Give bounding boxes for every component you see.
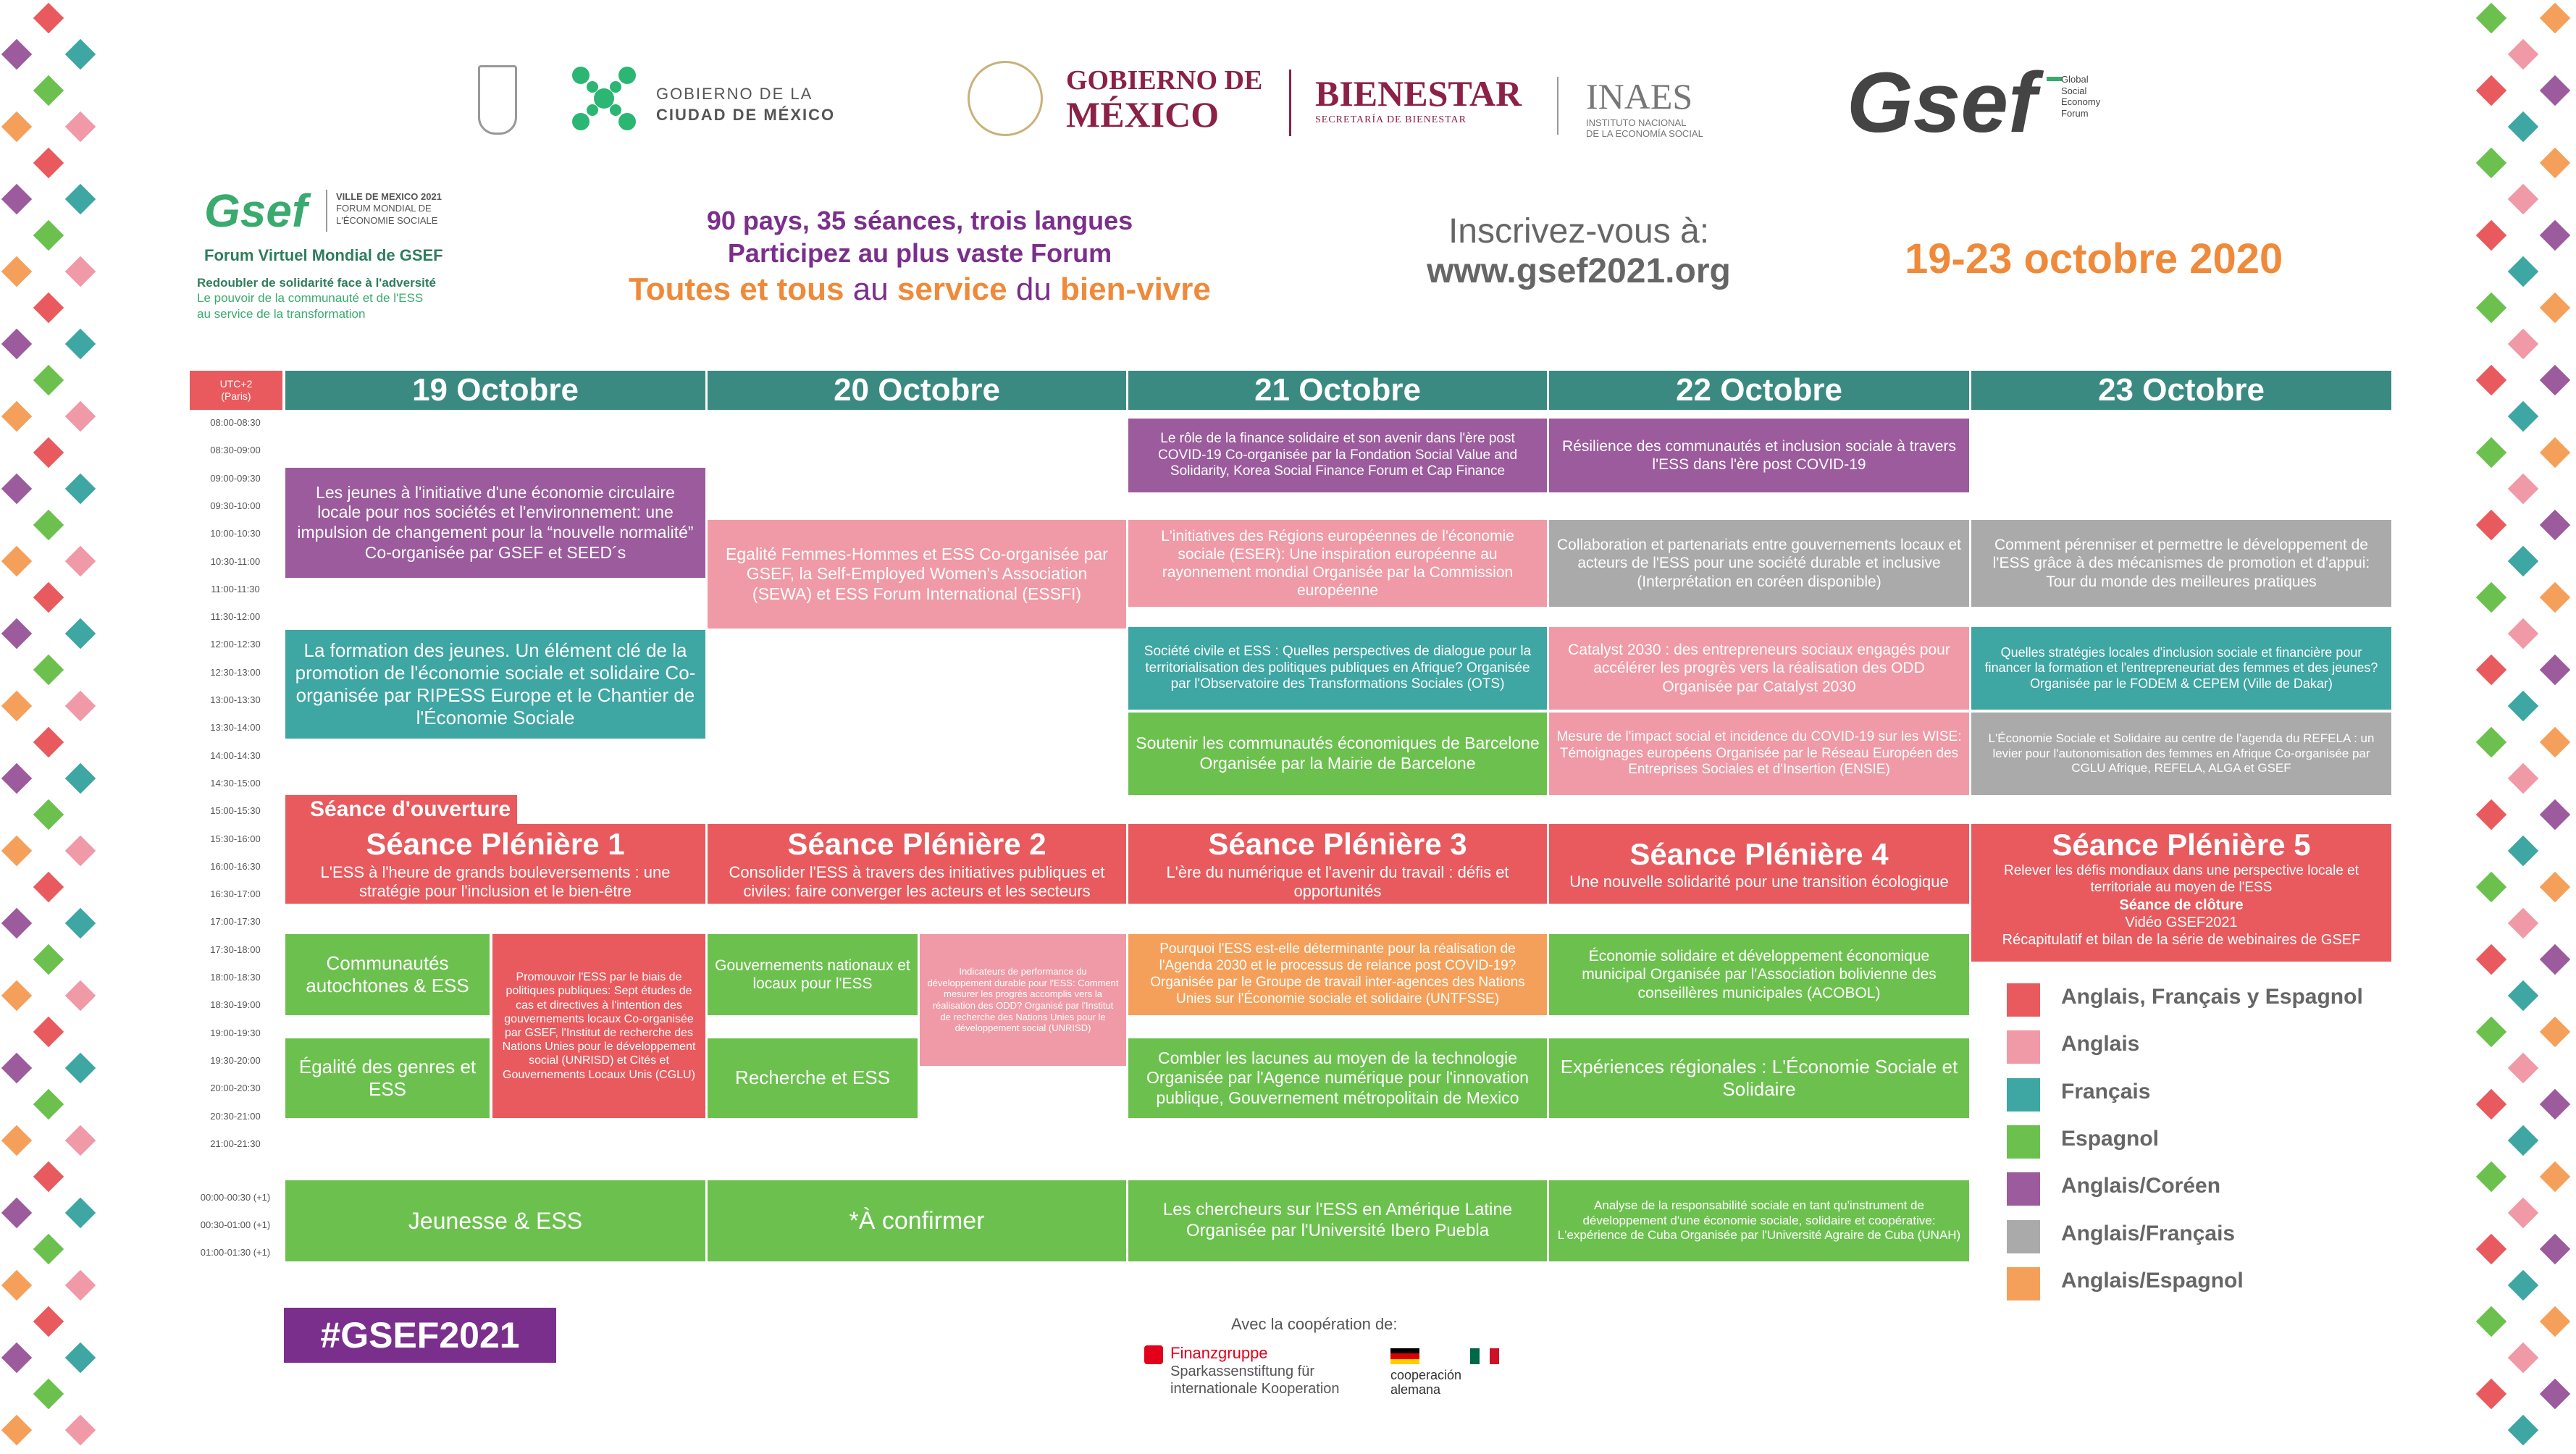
legend-label: Anglais/Espagnol: [2061, 1268, 2244, 1293]
session-researchers-latam[interactable]: Les chercheurs sur l'ESS en Amérique Latine Organisée par l'Université Ibero Puebla: [1128, 1180, 1547, 1261]
decor-diamond: [65, 1053, 96, 1083]
forum-ville-line: VILLE DE MEXICO 2021: [336, 191, 442, 202]
decor-diamond: [2476, 75, 2506, 106]
headline-l3a: Toutes et tous: [629, 272, 844, 307]
opening-session-label: Séance d'ouverture: [285, 795, 517, 824]
decor-diamond: [33, 1089, 64, 1119]
decor-diamond: [2540, 727, 2570, 757]
sparkasse-logo: [1170, 1344, 1340, 1398]
legend-swatch: [2007, 1078, 2040, 1111]
decor-diamond: [33, 727, 64, 757]
time-slot: 09:00-09:30: [210, 472, 261, 484]
decor-diamond: [1, 1053, 32, 1083]
decor-diamond: [33, 1234, 64, 1264]
time-slot: 11:00-11:30: [211, 583, 260, 594]
day-header-22: 22 Octobre: [1549, 371, 1969, 410]
decor-diamond: [2508, 1415, 2538, 1445]
time-slot: 10:30-11:00: [210, 555, 261, 567]
session-impact-wise[interactable]: Mesure de l'impact social et incidence du COVID-19 sur les WISE: Témoignages européens Organisée par le Réseau Européen des Entreprises Sociales et d'Insertion (ENSIE): [1549, 713, 1969, 795]
decor-diamond: [2476, 510, 2506, 540]
decor-diamond: [2540, 944, 2570, 975]
decor-diamond: [2508, 763, 2538, 794]
cdmx-line2: CIUDAD DE MÉXICO: [656, 105, 836, 124]
time-slot: 17:30-18:00: [210, 944, 261, 955]
decor-diamond: [2476, 1017, 2506, 1047]
legend-swatch: [2007, 1030, 2040, 1064]
time-slot: 12:30-13:00: [210, 666, 261, 678]
forum-title: Forum Virtuel Mondial de GSEF: [204, 246, 443, 264]
time-slot: 16:30-17:00: [210, 888, 261, 900]
decor-diamond: [1, 184, 32, 214]
decor-diamond: [65, 184, 96, 214]
late-time-slot: 01:00-01:30 (+1): [200, 1247, 271, 1258]
decor-diamond: [2540, 220, 2570, 251]
session-research[interactable]: Recherche et ESS: [708, 1038, 918, 1118]
session-barcelona[interactable]: Soutenir les communautés économiques de Barcelone Organisée par la Mairie de Barcelone: [1128, 713, 1547, 795]
session-youth-ess[interactable]: Jeunesse & ESS: [285, 1180, 705, 1261]
session-collaboration[interactable]: Collaboration et partenariats entre gouvernements locaux et acteurs de l'ESS pour une société durable et inclusive (Interprétation en coréen disponible): [1549, 520, 1969, 607]
decor-diamond: [65, 474, 96, 504]
decor-diamond: [2540, 1161, 2570, 1192]
plenary-1[interactable]: [285, 824, 705, 904]
gsef-accent: [2047, 77, 2063, 81]
time-slot: 15:00-15:30: [210, 805, 261, 817]
bienestar-logo: [1315, 72, 1522, 126]
session-solidarity-finance[interactable]: Le rôle de la finance solidaire et son avenir dans l'ère post COVID-19 Co-organisée par la Fondation Social Value and Solidarity, Korea Social Finance Forum et Cap Finance: [1128, 419, 1547, 492]
cdmx-shield-logo: [478, 65, 517, 135]
decor-diamond: [2540, 437, 2570, 468]
decor-diamond: [2476, 1089, 2506, 1119]
inaes-sub1: INSTITUTO NACIONAL: [1586, 117, 1687, 128]
gsef-sub4: Forum: [2061, 107, 2089, 119]
decor-diamond: [33, 510, 64, 540]
session-eser-regions[interactable]: L'initiatives des Régions européennes de l'économie sociale (ESER): Une inspiration européenne au rayonnement mondial Organisée par la Commission européenne: [1128, 520, 1547, 607]
decor-diamond: [33, 1379, 64, 1409]
time-slot: 16:00-16:30: [210, 860, 261, 872]
gsef-sub2: Social: [2061, 85, 2087, 96]
gob-line1: GOBIERNO DE: [1066, 65, 1263, 96]
decor-diamond: [2476, 727, 2506, 757]
legend-label: Anglais/Coréen: [2061, 1174, 2221, 1198]
cdmx-emblem-logo: [566, 61, 642, 136]
headline-line2: Participez au plus vaste Forum: [727, 238, 1112, 268]
decor-diamond: [33, 1306, 64, 1337]
decor-diamond: [65, 763, 96, 794]
forum-tag3: au service de la transformation: [197, 306, 366, 321]
plenary-1-title: Séance Plénière 1: [366, 827, 625, 862]
decor-diamond: [33, 1161, 64, 1192]
decor-diamond: [65, 618, 96, 649]
forum-tag2: Le pouvoir de la communauté et de l'ESS: [197, 291, 424, 306]
bienestar-sub: SECRETARÍA DE BIENESTAR: [1315, 114, 1467, 125]
time-slot: 08:30-09:00: [210, 445, 261, 456]
time-slot: 10:00-10:30: [210, 528, 261, 539]
decor-diamond: [1, 763, 32, 794]
right-pattern-border: [2475, 0, 2576, 1454]
decor-diamond: [1, 474, 32, 504]
inaes-logo: [1586, 75, 1703, 139]
register-url[interactable]: www.gsef2021.org: [1427, 252, 1731, 290]
legend-swatch: [2007, 1267, 2040, 1300]
legend-label: Français: [2061, 1079, 2151, 1104]
plenary-4-sub: Une nouvelle solidarité pour une transition écologique: [1569, 873, 1949, 891]
decor-diamond: [1, 256, 32, 287]
coop-alemana-line1: cooperación: [1390, 1368, 1462, 1382]
decor-diamond: [33, 75, 64, 106]
day-header-19: 19 Octobre: [285, 371, 705, 410]
decor-diamond: [33, 220, 64, 251]
session-public-policies[interactable]: Promouvoir l'ESS par le biais de politiques publiques: Sept études de cas et directives à l'intention des gouvernements locaux Co-organisée par GSEF, l'Institut de recherche des Nations Unies pour le développement social (UNRISD) et Cités et Gouvernements Locaux Unis (CGLU): [492, 934, 705, 1118]
session-technology[interactable]: Combler les lacunes au moyen de la technologie Organisée par l'Agence numérique pour l'innovation publique, Gouvernement métropolitain de Mexico: [1128, 1038, 1547, 1118]
plenary-3-sub: L'ère du numérique et l'avenir du travail : défis et opportunités: [1166, 862, 1509, 901]
session-youth-training[interactable]: La formation des jeunes. Un élément clé de la promotion de l'économie sociale et solidaire Co-organisée par RIPESS Europe et le Chantier de l'Économie Sociale: [285, 630, 705, 739]
decor-diamond: [1, 112, 32, 142]
bienestar-title: BIENESTAR: [1315, 73, 1522, 114]
decor-diamond: [1, 618, 32, 649]
gsef-sub3: Economy: [2061, 96, 2101, 108]
plenary-2-sub: Consolider l'ESS à travers des initiatives publiques et civiles: faire converger les acteurs et les secteurs: [729, 862, 1105, 901]
decor-diamond: [65, 836, 96, 866]
decor-diamond: [1, 401, 32, 432]
forum-gsef-logo: Gsef: [204, 185, 308, 237]
plenary-5[interactable]: [1971, 824, 2391, 962]
plenary-2-title: Séance Plénière 2: [787, 827, 1046, 862]
mexico-flag-icon: [1470, 1348, 1499, 1364]
decor-diamond: [2540, 1379, 2570, 1409]
inaes-sub2: DE LA ECONOMÍA SOCIAL: [1586, 128, 1703, 139]
decor-diamond: [1, 836, 32, 866]
plenary-5-sub: Relever les défis mondiaux dans une perspective locale et territoriale au moyen de l'ESS: [2003, 863, 2359, 896]
time-slot: 14:00-14:30: [210, 749, 261, 761]
plenary-4[interactable]: [1549, 824, 1969, 904]
session-youth-circular[interactable]: Les jeunes à l'initiative d'une économie circulaire locale pour nos sociétés et l'environnement: une impulsion de changement pour la “nouvelle normalité” Co-organisée par GSEF et SEED´s: [285, 468, 705, 578]
late-time-slot: 00:00-00:30 (+1): [200, 1192, 271, 1203]
gsef-sub: [2061, 74, 2100, 119]
decor-diamond: [2476, 1306, 2506, 1337]
decor-diamond: [2540, 365, 2570, 395]
session-indicators[interactable]: Indicateurs de performance du développement durable pour l'ESS: Comment mesurer les progrès accomplis vers la réalisation des ODD? Organisé par l'Institut de recherche des Nations Unies pour le développement social (UNRISD): [920, 934, 1126, 1066]
decor-diamond: [1, 1125, 32, 1156]
day-header-20: 20 Octobre: [708, 371, 1126, 410]
decor-diamond: [2476, 437, 2506, 468]
decor-diamond: [2476, 220, 2506, 251]
decor-diamond: [2508, 691, 2538, 721]
time-slot: 13:00-13:30: [210, 694, 261, 705]
session-regional[interactable]: Expériences régionales : L'Économie Sociale et Solidaire: [1549, 1038, 1969, 1118]
decor-diamond: [1, 1270, 32, 1300]
decor-diamond: [33, 148, 64, 178]
decor-diamond: [2476, 1379, 2506, 1409]
decor-diamond: [2508, 1270, 2538, 1300]
decor-diamond: [65, 908, 96, 938]
decor-diamond: [2540, 3, 2570, 33]
forum-tagline: [197, 275, 436, 322]
time-slot: 20:30-21:00: [210, 1110, 261, 1122]
headline: [536, 204, 1304, 309]
sparkasse-icon: [1144, 1345, 1163, 1364]
headline-l3c: service: [897, 272, 1007, 307]
decor-diamond: [33, 437, 64, 468]
decor-diamond: [2476, 293, 2506, 323]
session-gender-equality[interactable]: Egalité Femmes-Hommes et ESS Co-organisée par GSEF, la Self-Employed Women's Association (SEWA) et ESS Forum International (ESSFI): [708, 520, 1126, 629]
decor-diamond: [2508, 329, 2538, 359]
time-slot: 11:30-12:00: [210, 611, 261, 623]
decor-diamond: [1, 691, 32, 721]
decor-diamond: [33, 655, 64, 685]
decor-diamond: [33, 3, 64, 33]
coop-alemana-line2: alemana: [1390, 1382, 1441, 1397]
sparkasse-line1: Finanzgruppe: [1170, 1344, 1268, 1362]
decor-diamond: [33, 872, 64, 902]
time-slot: 18:00-18:30: [210, 972, 261, 983]
decor-diamond: [2508, 1053, 2538, 1083]
decor-diamond: [2508, 112, 2538, 142]
headline-l3b: au: [844, 272, 897, 307]
time-slot: 12:00-12:30: [210, 639, 261, 650]
logo-divider: [1289, 70, 1291, 136]
coop-alemana-logo: [1390, 1369, 1461, 1398]
headline-line3: [536, 269, 1304, 309]
decor-diamond: [1, 908, 32, 938]
decor-diamond: [65, 980, 96, 1011]
legend-label: Espagnol: [2061, 1126, 2160, 1151]
gob-mexico-text: [1066, 67, 1262, 133]
session-resilience[interactable]: Résilience des communautés et inclusion sociale à travers l'ESS dans l'ère post COVID-19: [1549, 419, 1969, 492]
decor-diamond: [2508, 836, 2538, 866]
decor-diamond: [2540, 655, 2570, 685]
decor-diamond: [65, 39, 96, 70]
day-header-21: 21 Octobre: [1128, 371, 1547, 410]
decor-diamond: [2476, 944, 2506, 975]
legend-swatch: [2007, 1220, 2040, 1253]
plenary-2[interactable]: [708, 824, 1126, 904]
decor-diamond: [2508, 908, 2538, 938]
decor-diamond: [2508, 1342, 2538, 1373]
decor-diamond: [2508, 546, 2538, 576]
timezone-badge: [190, 371, 282, 410]
decor-diamond: [2508, 184, 2538, 214]
decor-diamond: [65, 1125, 96, 1156]
time-slot: 13:30-14:00: [210, 722, 261, 734]
session-indigenous[interactable]: Communautés autochtones & ESS: [285, 934, 490, 1015]
plenary-1-sub: L'ESS à l'heure de grands bouleversements : une stratégie pour l'inclusion et le bien-être: [320, 862, 671, 901]
tz-line2: (Paris): [221, 390, 251, 402]
logo-divider-2: [1557, 77, 1558, 135]
time-slot: 15:30-16:00: [210, 833, 261, 844]
plenary-3[interactable]: [1128, 824, 1547, 904]
decor-diamond: [2476, 3, 2506, 33]
decor-diamond: [1, 39, 32, 70]
decor-diamond: [65, 401, 96, 432]
inaes-title: INAES: [1586, 76, 1693, 117]
legend-swatch: [2007, 1125, 2040, 1159]
session-catalyst[interactable]: Catalyst 2030 : des entrepreneurs sociaux engagés pour accélérer les progrès vers la réalisation des ODD Organisée par Catalyst 2030: [1549, 627, 1969, 710]
decor-diamond: [65, 112, 96, 142]
decor-diamond: [2476, 148, 2506, 178]
session-refela[interactable]: L'Économie Sociale et Solidaire au centre de l'agenda du REFELA : un levier pour l'autonomisation des femmes en Afrique Co-organisée par CGLU Afrique, REFELA, ALGA et GSEF: [1971, 713, 2391, 795]
decor-diamond: [33, 582, 64, 613]
decor-diamond: [2540, 1234, 2570, 1264]
event-dates: 19-23 octobre 2020: [1905, 235, 2283, 282]
time-slot: 21:00-21:30: [210, 1138, 261, 1149]
sparkasse-line3: internationale Kooperation: [1170, 1381, 1340, 1398]
plenary-4-title: Séance Plénière 4: [1629, 836, 1889, 871]
time-slot: 14:30-15:00: [210, 777, 261, 789]
time-slot: 08:00-08:30: [210, 417, 261, 428]
headline-l3e: bien-vivre: [1060, 272, 1211, 307]
decor-diamond: [65, 1415, 96, 1445]
session-agenda-2030[interactable]: Pourquoi l'ESS est-elle déterminante pour la réalisation de l'Agenda 2030 et le processus de relance post COVID-19? Organisée par le Groupe de travail inter-agences des Nations Unies sur l'Économie sociale et solidaire (UNTFSSE): [1128, 934, 1547, 1015]
decor-diamond: [65, 1198, 96, 1228]
decor-diamond: [33, 1017, 64, 1047]
germany-flag-icon: [1390, 1348, 1419, 1364]
cdmx-line1: GOBIERNO DE LA: [656, 85, 813, 103]
decor-diamond: [2540, 148, 2570, 178]
decor-diamond: [2508, 980, 2538, 1011]
gsef-logo: Gsef: [1847, 55, 2037, 151]
cooperation-label: Avec la coopération de:: [1231, 1315, 1398, 1333]
time-slot: 09:30-10:00: [210, 500, 261, 511]
decor-diamond: [2476, 582, 2506, 613]
decor-diamond: [2508, 256, 2538, 287]
decor-diamond: [1, 329, 32, 359]
legend-swatch: [2007, 1172, 2040, 1206]
plenary-3-title: Séance Plénière 3: [1208, 827, 1467, 862]
mexico-seal-logo: [968, 61, 1043, 136]
closing-session-label: Séance de clôture: [2119, 896, 2244, 913]
decor-diamond: [2508, 39, 2538, 70]
forum-tag1: Redoubler de solidarité face à l'adversité: [197, 276, 436, 290]
decor-diamond: [2508, 401, 2538, 432]
decor-diamond: [1, 546, 32, 576]
decor-diamond: [2508, 1125, 2538, 1156]
session-strategies-dakar[interactable]: Quelles stratégies locales d'inclusion sociale et financière pour financer la formation et l'entrepreneuriat des femmes et des jeunes? Organisée par le FODEM & CEPEM (Ville de Dakar): [1971, 627, 2391, 710]
forum-divider: [326, 190, 327, 232]
session-cuba[interactable]: Analyse de la responsabilité sociale en tant qu'instrument de développement d'une économie sociale, solidaire et coopérative: L'expérience de Cuba Organisée par l'Université Agraire de Cuba (UNAH): [1549, 1180, 1969, 1261]
session-to-confirm[interactable]: *À confirmer: [708, 1180, 1126, 1261]
legend-label: Anglais: [2061, 1032, 2140, 1056]
time-slot: 17:00-17:30: [210, 916, 261, 928]
decor-diamond: [65, 1270, 96, 1300]
headline-l3d: du: [1007, 272, 1061, 307]
session-acobol[interactable]: Économie solidaire et développement économique municipal Organisée par l'Association bolivienne des conseillères municipales (ACOBOL): [1549, 934, 1969, 1015]
session-perenniser[interactable]: Comment pérenniser et permettre le développement de l'ESS grâce à des mécanismes de promotion et d'appui: Tour du monde des meilleures pratiques: [1971, 520, 2391, 607]
decor-diamond: [65, 256, 96, 287]
decor-diamond: [65, 546, 96, 576]
time-slot: 18:30-19:00: [210, 999, 261, 1011]
decor-diamond: [2540, 510, 2570, 540]
decor-diamond: [2540, 1017, 2570, 1047]
decor-diamond: [2540, 799, 2570, 830]
decor-diamond: [2476, 1234, 2506, 1264]
decor-diamond: [33, 365, 64, 395]
plenary-5-recap: Récapitulatif et bilan de la série de webinaires de GSEF: [2002, 931, 2361, 948]
session-civil-society[interactable]: Société civile et ESS : Quelles perspectives de dialogue pour la territorialisation des politiques publiques en Afrique? Organisée par l'Observatoire des Transformations Sociales (OTS): [1128, 627, 1547, 710]
legend-label: Anglais/Français: [2061, 1221, 2236, 1245]
day-header-23: 23 Octobre: [1971, 371, 2391, 410]
decor-diamond: [2540, 1306, 2570, 1337]
left-pattern-border: [0, 0, 101, 1454]
gob-line2: MÉXICO: [1066, 93, 1220, 135]
session-gender-ess[interactable]: Égalité des genres et ESS: [285, 1038, 490, 1118]
headline-line1: 90 pays, 35 séances, trois langues: [706, 206, 1133, 235]
decor-diamond: [2476, 1161, 2506, 1192]
forum-fm2: L'ÉCONOMIE SOCIALE: [336, 214, 438, 226]
decor-diamond: [2540, 75, 2570, 106]
decor-diamond: [2508, 474, 2538, 504]
decor-diamond: [2476, 872, 2506, 902]
cdmx-text: [656, 84, 835, 125]
time-slot: 19:00-19:30: [210, 1027, 261, 1038]
decor-diamond: [33, 944, 64, 975]
decor-diamond: [2476, 655, 2506, 685]
legend-label: Anglais, Français y Espagnol: [2061, 985, 2363, 1009]
legend-swatch: [2007, 983, 2040, 1017]
plenary-5-video: Vidéo GSEF2021: [2125, 914, 2238, 930]
decor-diamond: [1, 1198, 32, 1228]
forum-fm1: FORUM MONDIAL DE: [336, 203, 432, 214]
late-time-slot: 00:30-01:00 (+1): [200, 1219, 271, 1230]
time-slot: 19:30-20:00: [210, 1054, 261, 1066]
decor-diamond: [2508, 618, 2538, 649]
decor-diamond: [65, 1342, 96, 1373]
decor-diamond: [1, 1342, 32, 1373]
time-slot: 20:00-20:30: [210, 1083, 261, 1094]
hashtag-badge: #GSEF2021: [284, 1308, 556, 1363]
register-label: Inscrivez-vous à:: [1448, 212, 1710, 251]
decor-diamond: [65, 329, 96, 359]
forum-ville: [336, 191, 442, 227]
decor-diamond: [1, 1415, 32, 1445]
tz-line1: UTC+2: [219, 378, 253, 390]
decor-diamond: [33, 293, 64, 323]
register-block: [1376, 211, 1782, 291]
decor-diamond: [2540, 872, 2570, 902]
decor-diamond: [2476, 365, 2506, 395]
decor-diamond: [65, 691, 96, 721]
decor-diamond: [2540, 1089, 2570, 1119]
session-governments[interactable]: Gouvernements nationaux et locaux pour l'ESS: [708, 934, 918, 1015]
decor-diamond: [2476, 799, 2506, 830]
decor-diamond: [2540, 293, 2570, 323]
decor-diamond: [2540, 582, 2570, 613]
decor-diamond: [1, 980, 32, 1011]
gsef-sub1: Global: [2061, 74, 2089, 85]
plenary-5-title: Séance Plénière 5: [2052, 828, 2311, 862]
sparkasse-line2: Sparkassenstiftung für: [1170, 1363, 1314, 1380]
decor-diamond: [2508, 1198, 2538, 1228]
decor-diamond: [33, 799, 64, 830]
